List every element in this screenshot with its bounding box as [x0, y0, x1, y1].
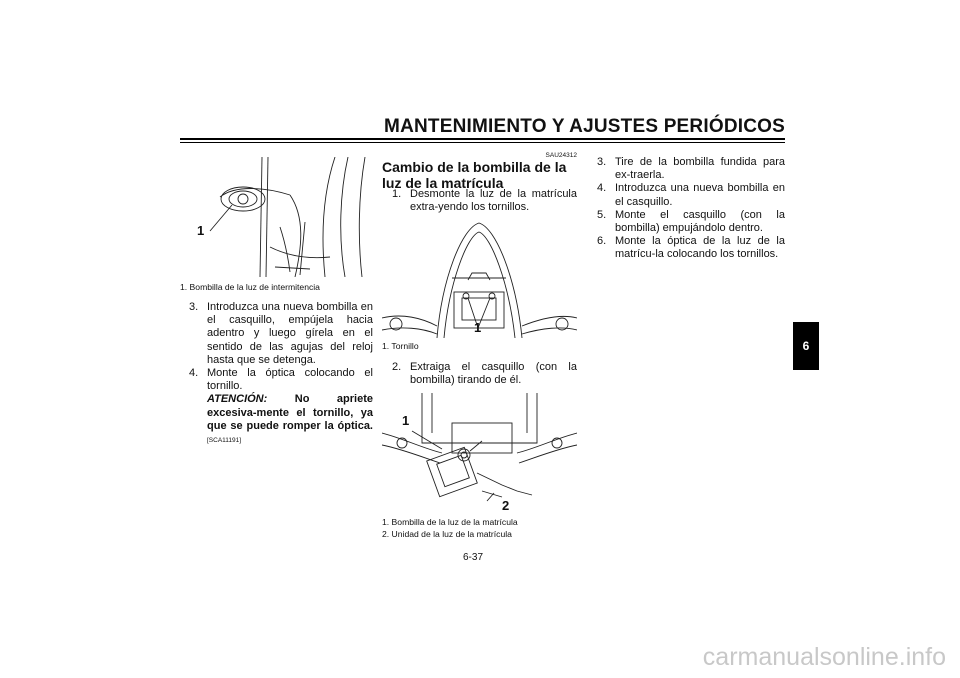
- page-number: 6-37: [463, 552, 484, 563]
- list-item: [597, 235, 785, 261]
- col2-step1: [392, 188, 577, 214]
- col3-steps: [597, 156, 785, 262]
- step-number: 4.: [189, 367, 199, 380]
- col2-step2: [392, 361, 577, 387]
- figure-callout-1: 1: [474, 320, 482, 335]
- step-text: Desmonte la luz de la matrícula extra-yendo los tornillos.: [410, 188, 577, 214]
- step-text: Introduzca una nueva bombilla en el casquillo.: [615, 182, 785, 208]
- turn-signal-bulb-figure: [180, 157, 373, 277]
- step-text: Monte la óptica colocando el tornillo.: [207, 367, 373, 393]
- header-rule: [180, 138, 785, 140]
- step-text: Tire de la bombilla fundida para ex-traerla.: [615, 156, 785, 182]
- figure-caption: 1. Tornillo: [382, 341, 419, 351]
- figure-callout-1: 1: [197, 223, 205, 238]
- list-item: [189, 367, 373, 447]
- step-text: Extraiga el casquillo (con la bombilla) tirando de él.: [410, 361, 577, 387]
- step-text: Introduzca una nueva bombilla en el casquillo, empújela hacia adentro y luego gírela en el sentido de las agujas del reloj hasta que se detenga.: [207, 301, 373, 366]
- figure-callout-1: 1: [402, 413, 410, 428]
- list-item: [392, 361, 577, 387]
- figure-caption: 1. Bombilla de la luz de intermitencia: [180, 282, 320, 292]
- list-item: [597, 209, 785, 235]
- col1-steps: [189, 301, 373, 447]
- step-number: 5.: [597, 208, 607, 221]
- header-rule-thin: [180, 142, 785, 143]
- step-number: 6.: [597, 235, 607, 248]
- step-number: 3.: [597, 156, 607, 168]
- step-number: 4.: [597, 182, 607, 195]
- list-item: [597, 182, 785, 208]
- step-number: 2.: [392, 361, 402, 373]
- figure-callout-2: 2: [502, 498, 510, 513]
- step-number: 3.: [189, 301, 199, 313]
- license-light-bulb-figure: [382, 393, 577, 513]
- page-header-title: MANTENIMIENTO Y AJUSTES PERIÓDICOS: [384, 116, 785, 137]
- section-title: Cambio de la bombilla de la luz de la matrícula: [382, 159, 567, 191]
- license-light-screws-figure: [382, 218, 577, 338]
- list-item: [392, 188, 577, 214]
- warning-label: ATENCIÓN:: [207, 393, 268, 406]
- step-number: 1.: [392, 188, 402, 200]
- warning-code: [SCA11191]: [207, 437, 242, 445]
- warning-text: No apriete excesiva-mente el tornillo, ya que se puede romper la óptica.: [207, 393, 373, 432]
- chapter-tab: 6: [793, 322, 819, 370]
- list-item: [189, 301, 373, 367]
- section-code: SAU24312: [545, 152, 577, 159]
- watermark: carmanualsonline.info: [702, 643, 946, 671]
- figure-caption-1: 1. Bombilla de la luz de la matrícula: [382, 517, 518, 527]
- step-text: Monte el casquillo (con la bombilla) empujándolo dentro.: [615, 208, 785, 235]
- figure-caption-2: 2. Unidad de la luz de la matrícula: [382, 529, 512, 539]
- list-item: [597, 156, 785, 182]
- step-text: Monte la óptica de la luz de la matrícu-la colocando los tornillos.: [615, 235, 785, 261]
